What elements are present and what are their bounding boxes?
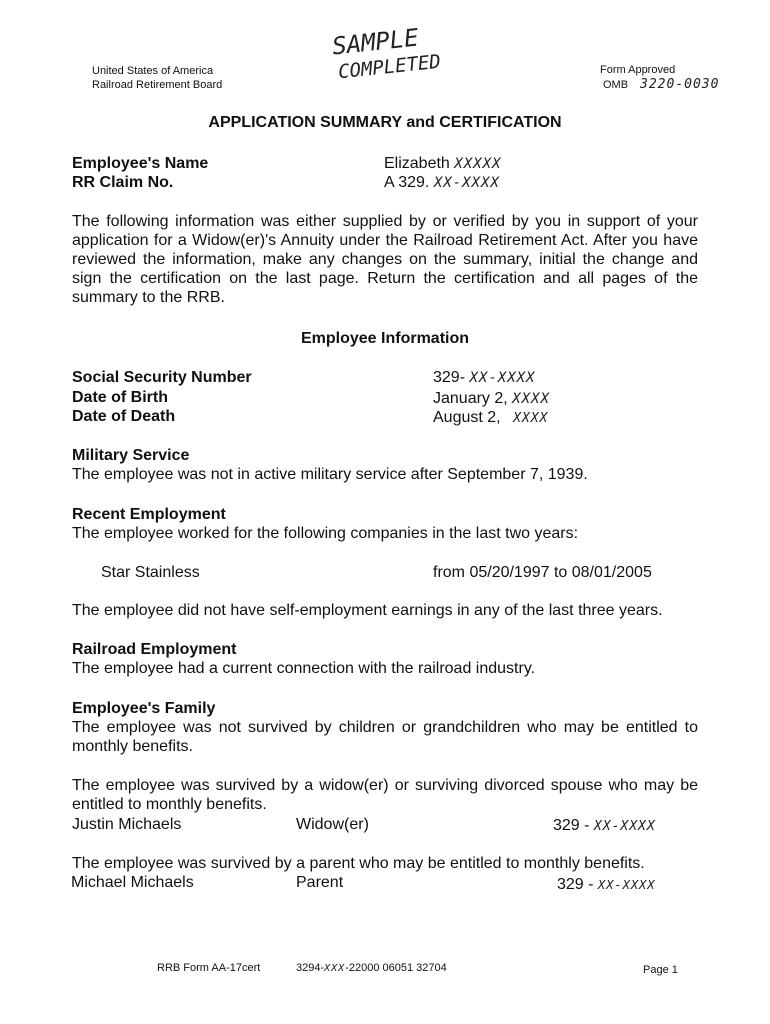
parent-ssn-redacted: XX-XXXX xyxy=(597,878,656,892)
spouse-ssn xyxy=(553,816,656,836)
ssn-label: Social Security Number xyxy=(72,369,252,386)
form-approved-label: Form Approved xyxy=(600,64,676,76)
dod-date: August 2, xyxy=(433,409,501,426)
employee-first-name: Elizabeth xyxy=(384,155,450,172)
dob-date: January 2, xyxy=(433,390,508,407)
parent-text: The employee was survived by a parent who may be entitled to monthly benefits. xyxy=(72,855,645,872)
military-service-text: The employee was not in active military service after September 7, 1939. xyxy=(72,466,588,483)
family-heading: Employee's Family xyxy=(72,700,216,717)
employer-name: Star Stainless xyxy=(101,564,200,581)
spouse-ssn-redacted: XX-XXXX xyxy=(593,819,656,834)
form-code-redacted: XXX xyxy=(324,963,346,974)
page-title: APPLICATION SUMMARY and CERTIFICATION xyxy=(208,114,562,131)
omb-number: 3220-0030 xyxy=(640,77,720,92)
dob-label: Date of Birth xyxy=(72,389,168,406)
dod-year-redacted: XXXX xyxy=(513,411,549,426)
ssn-prefix: 329- xyxy=(433,369,466,386)
spouse-name: Justin Michaels xyxy=(72,816,182,833)
claim-number-prefix: A 329. xyxy=(384,174,430,191)
spouse-text: The employee was survived by a widow(er) or surviving divorced spouse who may be entitled to monthly benefits. xyxy=(72,777,698,813)
agency-name-line1: United States of America xyxy=(92,65,214,77)
employee-name-value xyxy=(384,154,501,174)
form-id: RRB Form AA-17cert xyxy=(157,962,261,974)
intro-paragraph: The following information was either supplied by or verified by you in support of your application for a Widow(er)'s Annuity under the Railroad Retirement Act. After you have reviewed the information, make any changes on the summary, initial the change and sign the certification on the last page. Return the certification and all pages of the summary to the RRB. xyxy=(72,213,698,306)
dod-value xyxy=(433,408,548,428)
dod-label: Date of Death xyxy=(72,408,176,425)
ssn-redacted: XX-XXXX xyxy=(469,370,536,386)
page-number: Page 1 xyxy=(643,964,678,976)
form-code-suffix: -22000 06051 32704 xyxy=(345,962,447,974)
self-employment-text: The employee did not have self-employment earnings in any of the last three years. xyxy=(72,602,663,619)
children-text: The employee was not survived by children or grandchildren who may be entitled to monthly benefits. xyxy=(72,719,698,755)
completed-stamp: COMPLETED xyxy=(337,50,442,84)
employee-information-heading: Employee Information xyxy=(300,330,470,347)
sample-stamp: SAMPLE xyxy=(330,23,420,61)
spouse-relation: Widow(er) xyxy=(296,816,369,833)
claim-number-value xyxy=(384,173,500,193)
parent-ssn-prefix: 329 - xyxy=(557,876,594,893)
railroad-employment-heading: Railroad Employment xyxy=(72,641,237,658)
form-code-prefix: 3294- xyxy=(296,962,325,974)
employee-name-label: Employee's Name xyxy=(72,155,209,172)
railroad-employment-text: The employee had a current connection with the railroad industry. xyxy=(72,660,536,677)
dob-year-redacted: XXXX xyxy=(512,391,550,407)
omb-label: OMB xyxy=(603,79,629,91)
dob-value xyxy=(433,389,550,409)
military-service-heading: Military Service xyxy=(72,447,190,464)
claim-number-label: RR Claim No. xyxy=(72,174,174,191)
parent-relation: Parent xyxy=(296,874,344,891)
ssn-value xyxy=(433,368,536,388)
employee-surname-redacted: XXXXX xyxy=(454,156,502,172)
claim-number-redacted: XX-XXXX xyxy=(433,175,500,191)
parent-name: Michael Michaels xyxy=(71,874,194,891)
recent-employment-heading: Recent Employment xyxy=(72,506,226,523)
form-code xyxy=(296,961,447,976)
parent-ssn xyxy=(557,875,656,895)
employment-period: from 05/20/1997 to 08/01/2005 xyxy=(433,564,652,581)
agency-name-line2: Railroad Retirement Board xyxy=(92,79,223,91)
recent-employment-text: The employee worked for the following companies in the last two years: xyxy=(72,525,579,542)
spouse-ssn-prefix: 329 - xyxy=(553,817,590,834)
